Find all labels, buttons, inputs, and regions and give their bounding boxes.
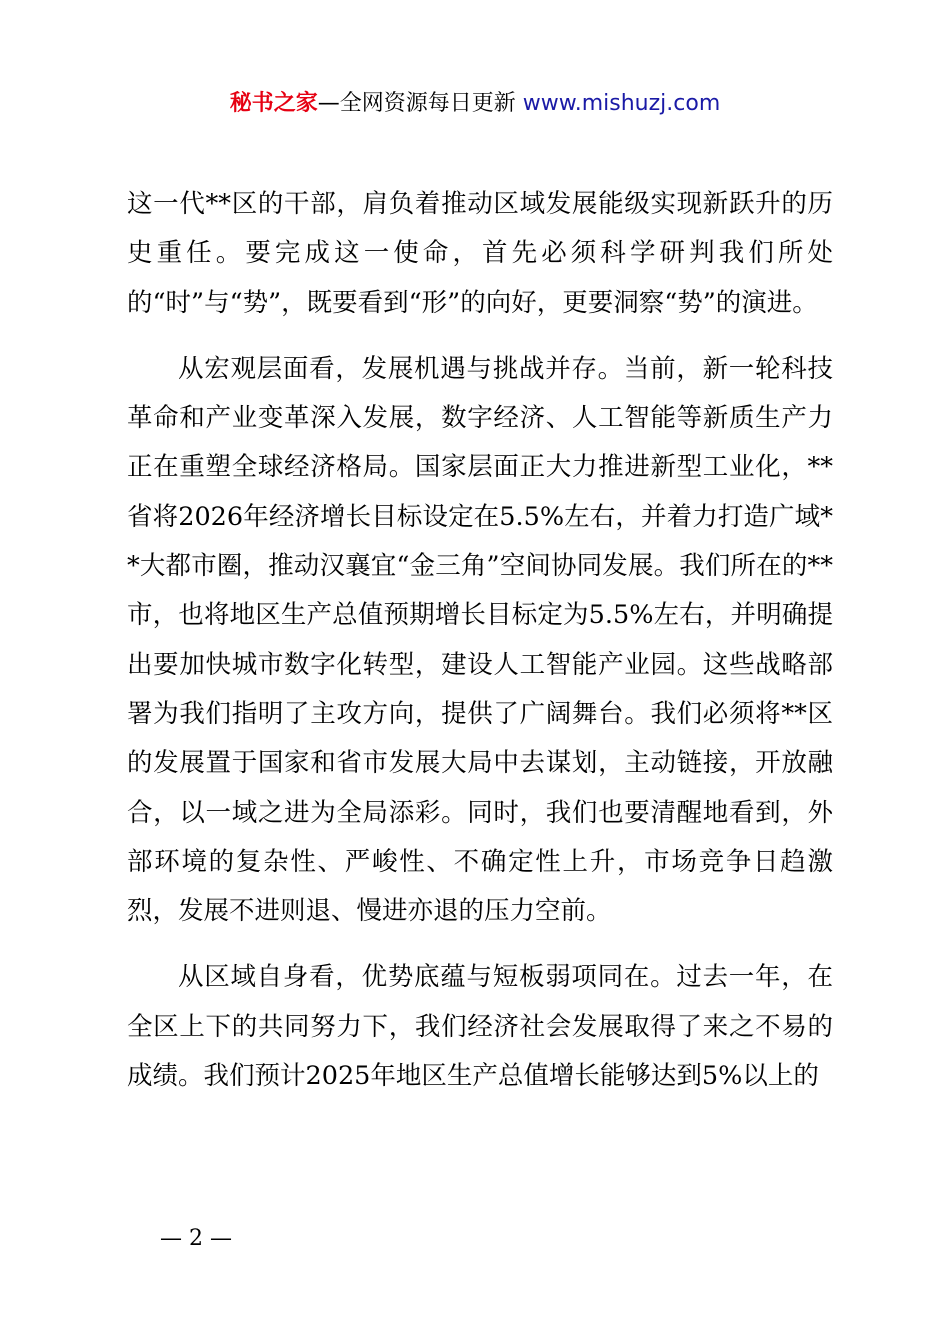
site-header xyxy=(0,86,950,122)
site-tagline: —全网资源每日更新 xyxy=(317,91,516,116)
paragraph-macro-view: 从宏观层面看，发展机遇与挑战并存。当前，新一轮科技革命和产业变革深入发展，数字经济、人工智能等新质生产力正在重塑全球经济格局。国家层面正大力推进新型工业化，**省将2026年经济增长目标设定在5.5%左右，并着力打造广域**大都市圈，推动汉襄宜“金三角”空间协同发展。我们所在的**市，也将地区生产总值预期增长目标定为5.5%左右，并明确提出要加快城市数字化转型，建设人工智能产业园。这些战略部署为我们指明了主攻方向，提供了广阔舞台。我们必须将**区的发展置于国家和省市发展大局中去谋划，主动链接，开放融合，以一域之进为全局添彩。同时，我们也要清醒地看到，外部环境的复杂性、严峻性、不确定性上升，市场竞争日趋激烈，发展不进则退、慢进亦退的压力空前。 xyxy=(127,353,833,927)
site-brand: 秘书之家 xyxy=(229,91,318,116)
paragraph-continued: 这一代**区的干部，肩负着推动区域发展能级实现新跃升的历史重任。要完成这一使命，首先必须科学研判我们所处的“时”与“势”，既要看到“形”的向好，更要洞察“势”的演进。 xyxy=(127,189,833,318)
paragraph-regional-view: 从区域自身看，优势底蕴与短板弱项同在。过去一年，在全区上下的共同努力下，我们经济社会发展取得了来之不易的成绩。我们预计2025年地区生产总值增长能够达到5%以上的 xyxy=(127,962,833,1092)
page-number: — 2 — xyxy=(160,1226,232,1251)
site-url-link[interactable]: www.mishuzj.com xyxy=(522,91,721,116)
document-body xyxy=(127,180,833,1118)
